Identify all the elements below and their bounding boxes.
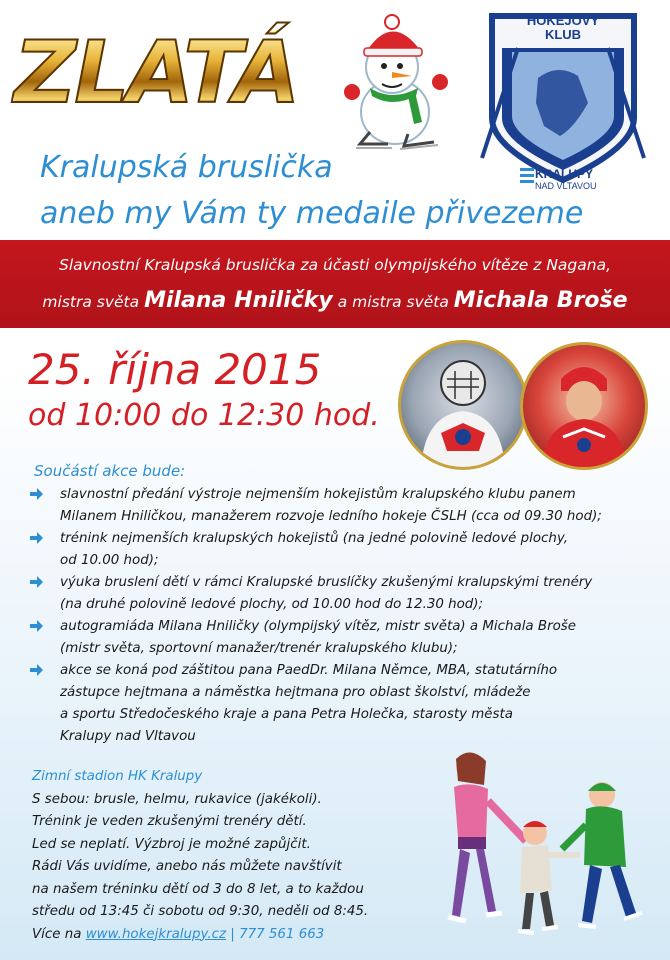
list-item-text: od 10.00 hod); <box>60 553 159 568</box>
list-item-text: trénink nejmenších kralupských hokejistů (na jedné polovině ledové plochy, <box>60 531 569 546</box>
program-list <box>30 484 660 748</box>
event-date: 25. října 2015 <box>28 345 322 394</box>
list-item <box>30 572 660 616</box>
list-item-text: slavnostní předání výstroje nejmenším hokejistům kralupského klubu panem <box>60 487 576 502</box>
info-line: středu od 13:45 či sobotu od 9:30, neděli od 8:45. <box>32 904 369 919</box>
guest-name-bros: Michala Broše <box>453 288 628 313</box>
logo-title-line2: KLUB <box>544 26 582 42</box>
info-line: Trénink je veden zkušenými trenéry dětí. <box>32 814 307 829</box>
event-title-zlata: ZLATÁ <box>14 23 299 123</box>
banner-text: a mistra světa <box>332 293 454 311</box>
phone-number: 777 561 663 <box>239 926 325 942</box>
guest-name-hnilicka: Milana Hniličky <box>144 288 333 313</box>
website-link[interactable]: www.hokejkralupy.cz <box>85 926 227 942</box>
logo-town-sub: NAD VLTAVOU <box>535 181 597 191</box>
banner-line1: Slavnostní Kralupská bruslička za účasti olympijského vítěze z Nagana, <box>58 256 612 274</box>
subtitle-line2: aneb my Vám ty medaile přivezeme <box>40 196 584 231</box>
info-line: S sebou: brusle, helmu, rukavice (jakékoli). <box>32 791 322 807</box>
subtitle-line1: Kralupská bruslička <box>40 150 333 185</box>
more-prefix: Více na <box>32 926 86 942</box>
player-photo <box>520 342 648 470</box>
list-item-text: akce se koná pod záštitou pana PaedDr. Milana Němce, MBA, statutárního <box>60 663 558 678</box>
arrow-right-icon <box>30 575 44 589</box>
banner-text: mistra světa <box>42 293 145 311</box>
arrow-right-icon <box>30 487 44 501</box>
list-item-text: výuka bruslení dětí v rámci Kralupské bruslíčky zkušenými kralupskými trenéry <box>60 575 593 590</box>
snowman-skater-illustration <box>330 12 460 152</box>
arrow-right-icon <box>30 663 44 677</box>
contact-line <box>32 924 368 947</box>
logo-title-line1: HOKEJOVÝ <box>526 13 600 28</box>
goalie-photo <box>398 340 528 470</box>
list-item-text: Milanem Hniličkou, manažerem rozvoje ledního hokeje ČSLH (cca od 09.30 hod); <box>60 509 602 524</box>
logo-town: KRALUPY <box>535 167 594 181</box>
event-time: od 10:00 do 12:30 hod. <box>28 398 380 433</box>
list-item <box>30 528 660 572</box>
venue-name: Zimní stadion HK Kralupy <box>32 769 203 784</box>
list-item-text: autogramiáda Milana Hniličky (olympijský vítěz, mistr světa) a Michala Broše <box>60 619 576 634</box>
program-heading: Součástí akce bude: <box>34 462 186 480</box>
list-item-text: a sportu Středočeského kraje a pana Petra Holečka, starosty města <box>60 707 513 722</box>
skating-family-illustration <box>430 745 665 955</box>
separator: | <box>226 926 240 942</box>
info-line: na našem tréninku dětí od 3 do 8 let, a to každou <box>32 881 364 897</box>
list-item <box>30 616 660 660</box>
banner-line2 <box>0 288 670 313</box>
info-block <box>32 766 368 946</box>
info-line: Led se neplatí. Výzbroj je možné zapůjčit. <box>32 836 311 852</box>
logo-title <box>505 14 621 41</box>
list-item-text: (na druhé polovině ledové plochy, od 10.00 hod do 12.30 hod); <box>60 597 484 612</box>
list-item-text: zástupce hejtmana a náměstka hejtmana pro oblast školství, mládeže <box>60 685 531 700</box>
guest-banner <box>0 240 670 328</box>
list-item-text: Kralupy nad Vltavou <box>60 729 196 744</box>
arrow-right-icon <box>30 619 44 633</box>
list-item <box>30 660 660 748</box>
list-item <box>30 484 660 528</box>
list-item-text: (mistr světa, sportovní manažer/trenér kralupského klubu); <box>60 641 458 656</box>
arrow-right-icon <box>30 531 44 545</box>
info-line: Rádi Vás uvidíme, anebo nás můžete navštívit <box>32 859 342 874</box>
